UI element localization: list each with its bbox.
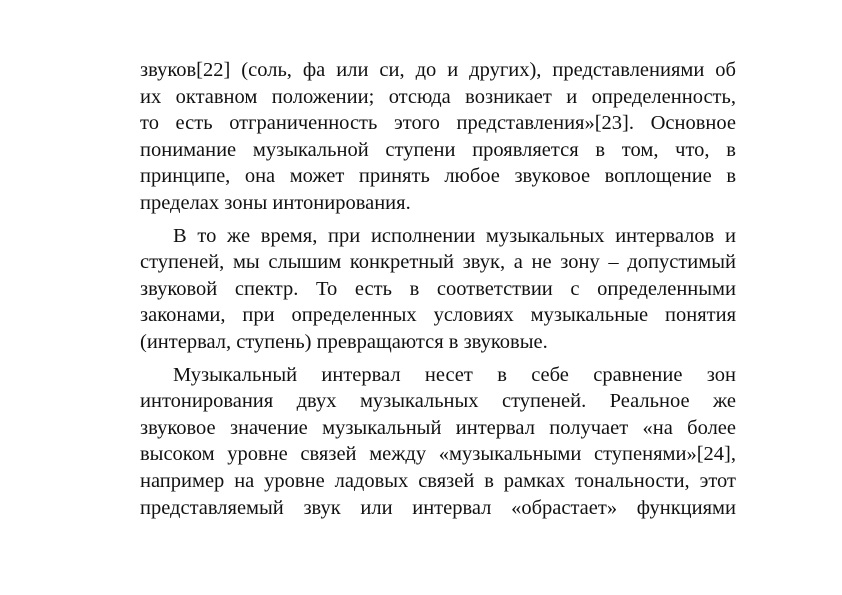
- text-line: Музыкальный интервал несет в себе сравнение зон: [173, 363, 736, 386]
- text-line: В то же время, при исполнении музыкальных интервалов и: [173, 224, 736, 247]
- text-line: звуковое значение музыкальный интервал получает «на более: [140, 416, 736, 439]
- paragraph-1: [140, 57, 736, 217]
- text-line: интонирования двух музыкальных ступеней. Реальное же: [140, 390, 736, 413]
- text-line: пределах зоны интонирования.: [140, 191, 411, 214]
- text-line: законами, при определенных условиях музыкальные понятия: [140, 304, 736, 327]
- document-body: [140, 57, 736, 521]
- text-line: принципе, она может принять любое звуковое воплощение в: [140, 165, 736, 188]
- text-line: высоком уровне связей между «музыкальными ступенями»[24],: [140, 443, 736, 466]
- text-line: (интервал, ступень) превращаются в звуковые.: [140, 330, 548, 353]
- text-line: звуковой спектр. То есть в соответствии с определенными: [140, 277, 736, 300]
- text-line: например на уровне ладовых связей в рамках тональности, этот: [140, 469, 736, 492]
- text-line: понимание музыкальной ступени проявляется в том, что, в: [140, 138, 736, 161]
- text-line: звуков[22] (соль, фа или си, до и других), представлениями об: [140, 59, 736, 81]
- text-line: их октавном положении; отсюда возникает и определенность,: [140, 85, 736, 108]
- text-line: то есть отграниченность этого представления»[23]. Основное: [140, 112, 736, 135]
- paragraph-3: [140, 362, 736, 522]
- paragraph-2: [140, 223, 736, 356]
- text-line: представляемый звук или интервал «обрастает» функциями: [140, 496, 736, 519]
- text-line: ступеней, мы слышим конкретный звук, а не зону – допустимый: [140, 251, 736, 274]
